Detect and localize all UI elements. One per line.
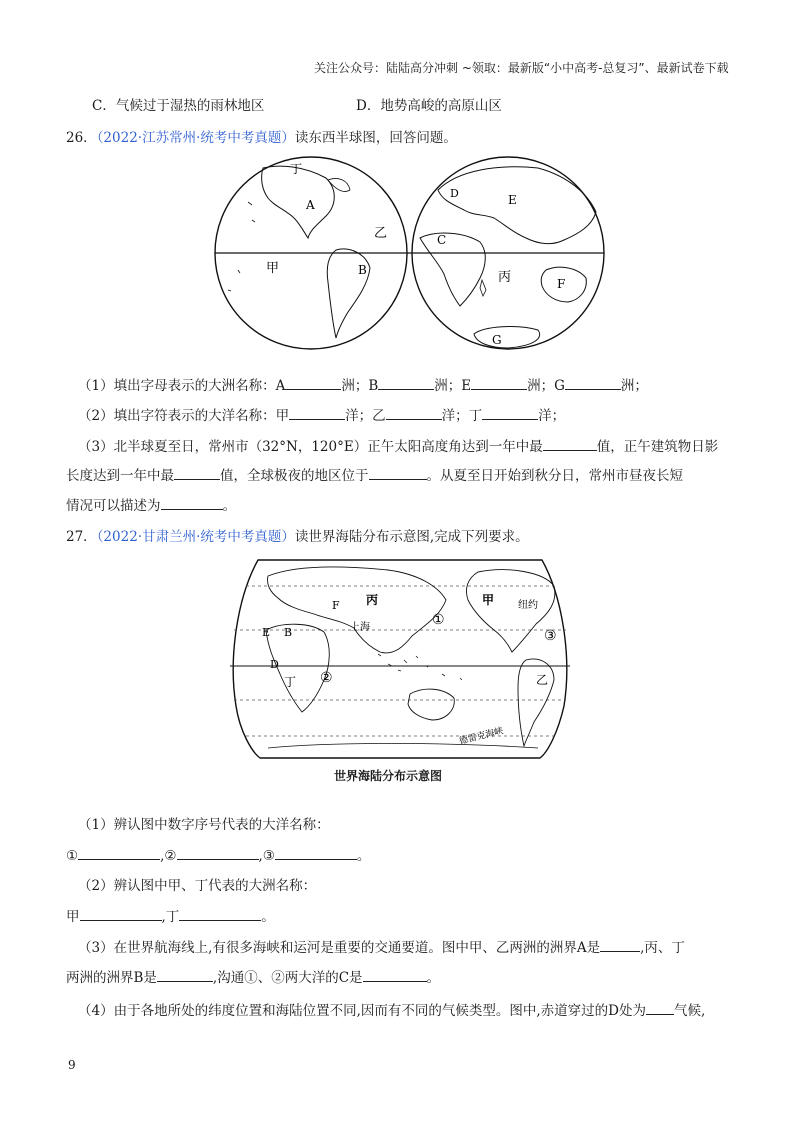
- answer-blank[interactable]: [289, 405, 345, 420]
- answer-blank[interactable]: [565, 375, 621, 390]
- map-label-e: E: [508, 193, 517, 207]
- answer-blank[interactable]: [285, 375, 341, 390]
- answer-blank[interactable]: [80, 906, 162, 921]
- map-label-f: F: [557, 277, 566, 291]
- map-label-f: F: [332, 599, 340, 612]
- map-label-jia: 甲: [266, 261, 280, 276]
- option-d: D．地势高峻的高原山区: [356, 98, 502, 114]
- answer-blank[interactable]: [600, 937, 640, 952]
- q27-sub2-intro: （2）辨认图中甲、丁代表的大洲名称：: [78, 878, 317, 894]
- q27-sub3-line1: （3）在世界航海线上,有很多海峡和运河是重要的交通要道。图中甲、乙两洲的洲界A是 ,丙、丁: [78, 937, 685, 958]
- page-header: 关注公众号：陆陆高分冲刺 ~领取：最新版“小中高考-总复习”、最新试卷下载: [314, 61, 729, 75]
- map-label-d: D: [270, 658, 279, 671]
- q26-sub3-line3: 情况可以描述为 。: [66, 495, 236, 516]
- map-label-jia: 甲: [482, 593, 495, 607]
- question-27-title: [66, 527, 529, 547]
- q26-sub3-line2: 长度达到一年中最 值，全球极夜的地区位于 。从夏至日开始到秋分日，常州市昼夜长短: [66, 465, 683, 486]
- map-label-g: G: [492, 333, 502, 347]
- map-label-shanghai: 上海: [350, 622, 370, 633]
- map-label-yi: 乙: [536, 673, 549, 687]
- question-source: （2022·甘肃兰州·统考中考真题）: [96, 529, 295, 545]
- q26-sub3-line1: （3）北半球夏至日，常州市（32°N，120°E）正午太阳高度角达到一年中最 值，正午建筑物日影: [78, 436, 718, 457]
- question-number: 27．: [66, 529, 97, 545]
- map-label-a: A: [306, 198, 315, 212]
- answer-blank[interactable]: [646, 1000, 674, 1015]
- q27-sub3-line2: 两洲的洲界B是 ,沟通①、②两大洋的C是 。: [66, 967, 440, 988]
- q26-sub1: （1）填出字母表示的大洲名称：A 洲；B 洲；E 洲；G 洲；: [78, 375, 648, 396]
- map-label-bing: 丙: [498, 270, 512, 285]
- answer-blank[interactable]: [482, 405, 538, 420]
- question-prompt: 读世界海陆分布示意图,完成下列要求。: [294, 529, 529, 545]
- answer-blank[interactable]: [378, 375, 434, 390]
- answer-blank[interactable]: [369, 465, 427, 480]
- answer-blank[interactable]: [386, 405, 442, 420]
- q27-sub4-line1: （4）由于各地所处的纬度位置和海陆位置不同,因而有不同的气候类型。图中,赤道穿过的D处为 气候,: [78, 1000, 705, 1021]
- question-prompt: 读东西半球图，回答问题。: [294, 130, 457, 146]
- hemisphere-map: [208, 150, 608, 354]
- map-label-ding: 丁: [290, 162, 303, 176]
- question-number: 26．: [66, 130, 97, 146]
- page-number: 9: [68, 1058, 76, 1072]
- map-label-d: D: [450, 187, 459, 200]
- map-label-ocean-2: ②: [320, 670, 333, 686]
- map-label-ding: 丁: [284, 675, 297, 689]
- map-label-bing: 丙: [366, 593, 379, 607]
- map-label-c: C: [437, 233, 447, 247]
- option-c: C．气候过于湿热的雨林地区: [92, 98, 265, 114]
- question-26-title: [66, 128, 457, 148]
- q27-sub2-answers: 甲 ,丁 。: [66, 906, 275, 927]
- answer-blank[interactable]: [78, 845, 160, 860]
- map-label-niuyue: 纽约: [518, 600, 538, 611]
- world-map: [228, 556, 572, 762]
- map-label-ocean-1: ①: [432, 612, 445, 628]
- q26-sub2: （2）填出字符表示的大洋名称：甲 洋；乙 洋；丁 洋；: [78, 405, 565, 426]
- map-label-drake-passage: 德雷克海峡: [458, 726, 505, 747]
- q27-sub1-intro: （1）辨认图中数字序号代表的大洋名称：: [78, 817, 330, 833]
- q27-sub1-answers: ① ,② ,③ 。: [66, 845, 370, 866]
- answer-blank[interactable]: [275, 845, 357, 860]
- question-source: （2022·江苏常州·统考中考真题）: [96, 130, 295, 146]
- answer-blank[interactable]: [157, 967, 213, 982]
- map-label-ocean-3: ③: [544, 628, 557, 644]
- answer-blank[interactable]: [471, 375, 527, 390]
- answer-blank[interactable]: [363, 967, 427, 982]
- map-label-b: B: [284, 626, 293, 639]
- answer-blank[interactable]: [543, 436, 597, 451]
- map-caption: 世界海陆分布示意图: [334, 769, 443, 783]
- answer-blank[interactable]: [179, 906, 261, 921]
- map-label-yi: 乙: [374, 226, 388, 241]
- map-label-b: B: [358, 263, 367, 277]
- map-label-e: E: [262, 626, 271, 639]
- answer-blank[interactable]: [161, 495, 223, 510]
- answer-blank[interactable]: [174, 465, 220, 480]
- answer-blank[interactable]: [177, 845, 259, 860]
